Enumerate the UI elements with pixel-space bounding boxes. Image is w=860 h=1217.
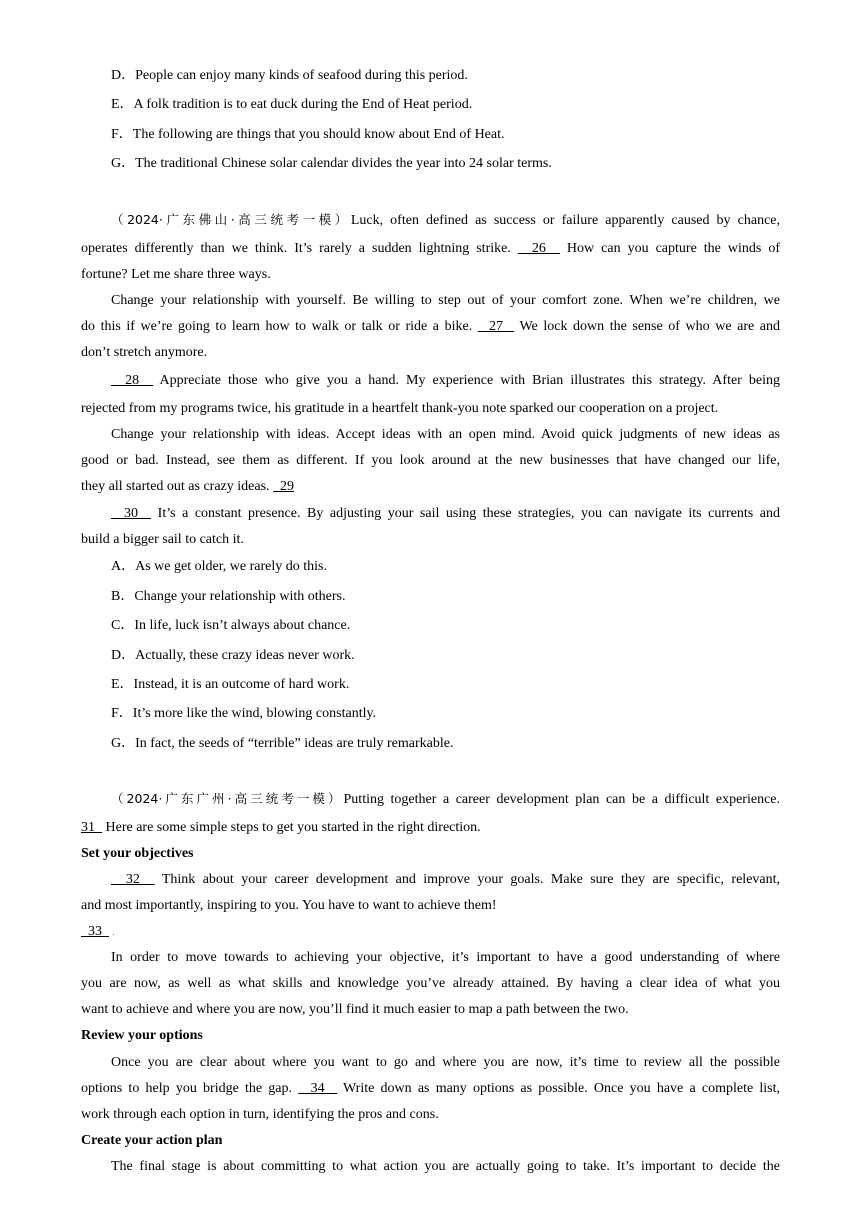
option-d: D．Actually, these crazy ideas never work. bbox=[111, 648, 355, 663]
option-a: A．As we get older, we rarely do this. bbox=[111, 559, 327, 574]
blank-27: 27 bbox=[477, 319, 515, 334]
option-c: C．In life, luck isn’t always about chance. bbox=[111, 618, 351, 633]
passage3-para4-line-1: Once you are clear about where you want to go and where you are now, it’s time to review all the possible bbox=[111, 1055, 780, 1070]
heading-set-objectives: Set your objectives bbox=[81, 846, 194, 861]
blank-30: 30 bbox=[111, 506, 152, 521]
option-d: D．People can enjoy many kinds of seafood during this period. bbox=[111, 68, 468, 83]
passage2-para4-line-3: they all started out as crazy ideas. 29 bbox=[81, 479, 295, 494]
passage2-para2-line-2: do this if we’re going to learn how to walk or talk or ride a bike. 27 We lock down the sense of who we are and bbox=[81, 319, 781, 334]
blank-26: 26 bbox=[517, 241, 560, 256]
passage2-para5-line-2: build a bigger sail to catch it. bbox=[81, 532, 244, 547]
option-e: E．Instead, it is an outcome of hard work. bbox=[111, 677, 350, 692]
blank-28: 28 bbox=[111, 373, 154, 388]
option-b: B．Change your relationship with others. bbox=[111, 589, 346, 604]
passage2-line-3: fortune? Let me share three ways. bbox=[81, 267, 271, 282]
passage2-para3-line-2: rejected from my programs twice, his gratitude in a heartfelt thank-you note sparked our cooperation on a project. bbox=[81, 401, 719, 416]
passage3-line-2: 31 Here are some simple steps to get you started in the right direction. bbox=[81, 820, 481, 835]
passage3-line-1: （2024·广东广州·高三统考一模）Putting together a career development plan can be a difficult experience. bbox=[111, 791, 781, 807]
source-label: （2024·广东佛山·高三统考一模） bbox=[111, 212, 351, 227]
option-g: G．In fact, the seeds of “terrible” ideas are truly remarkable. bbox=[111, 736, 454, 751]
blank-31: 31 bbox=[81, 820, 102, 835]
option-g: G．The traditional Chinese solar calendar divides the year into 24 solar terms. bbox=[111, 156, 552, 171]
option-e: E．A folk tradition is to eat duck during the End of Heat period. bbox=[111, 97, 473, 112]
passage3-para4-line-2: options to help you bridge the gap. 34 Write down as many options as possible. Once you have a complete list, bbox=[81, 1081, 781, 1096]
passage2-para4-line-1: Change your relationship with ideas. Accept ideas with an open mind. Avoid quick judgments of new ideas as bbox=[111, 427, 780, 442]
passage3-para2-line-2: and most importantly, inspiring to you. You have to want to achieve them! bbox=[81, 898, 497, 913]
blank-34: 34 bbox=[298, 1081, 338, 1096]
passage2-line-2: operates differently than we think. It’s rarely a sudden lightning strike. 26 How can you capture the winds of bbox=[81, 241, 781, 256]
heading-review-options: Review your options bbox=[81, 1028, 203, 1043]
passage2-para3-line-1: 28 Appreciate those who give you a hand. My experience with Brian illustrates this strategy. After being bbox=[111, 373, 781, 388]
source-label: （2024·广东广州·高三统考一模） bbox=[111, 791, 344, 806]
passage2-line-1: （2024·广东佛山·高三统考一模）Luck, often defined as success or failure apparently caused by chance, bbox=[111, 212, 780, 228]
passage3-para3-line-3: want to achieve and where you are now, you’ll find it much easier to map a path between the two. bbox=[81, 1002, 629, 1017]
blank-29: 29 bbox=[273, 479, 295, 494]
blank-32: 32 bbox=[111, 872, 155, 887]
passage3-para4-line-3: work through each option in turn, identifying the pros and cons. bbox=[81, 1107, 439, 1122]
passage2-para4-line-2: good or bad. Instead, see them as different. If you look around at the new businesses that have changed our life, bbox=[81, 453, 780, 468]
passage2-para2-line-1: Change your relationship with yourself. Be willing to step out of your comfort zone. When we’re children, we bbox=[111, 293, 780, 308]
blank-33-line: 33 . bbox=[81, 924, 115, 939]
passage2-para5-line-1: 30 It’s a constant presence. By adjusting your sail using these strategies, you can navigate its currents and bbox=[111, 506, 780, 521]
passage2-para2-line-3: don’t stretch anymore. bbox=[81, 345, 208, 360]
passage3-para3-line-2: you are now, as well as what skills and knowledge you’ve already attained. By having a clear idea of what you bbox=[81, 976, 780, 991]
heading-action-plan: Create your action plan bbox=[81, 1133, 223, 1148]
blank-33: 33 bbox=[81, 924, 109, 939]
passage3-para3-line-1: In order to move towards to achieving your objective, it’s important to have a good understanding of where bbox=[111, 950, 780, 965]
passage3-para5-line-1: The final stage is about committing to what action you are actually going to take. It’s important to decide the bbox=[111, 1159, 780, 1174]
option-f: F．It’s more like the wind, blowing constantly. bbox=[111, 706, 377, 721]
passage3-para2-line-1: 32 Think about your career development and improve your goals. Make sure they are specific, relevant, bbox=[111, 872, 781, 887]
option-f: F．The following are things that you should know about End of Heat. bbox=[111, 127, 505, 142]
